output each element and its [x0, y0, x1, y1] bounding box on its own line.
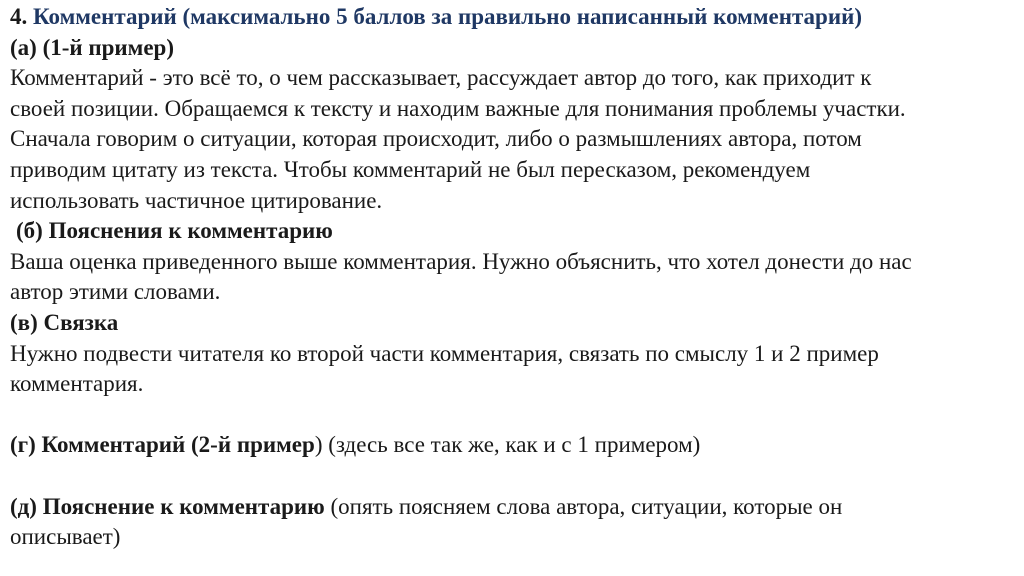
section-a-line: своей позиции. Обращаемся к тексту и находим важные для понимания проблемы участки.: [10, 95, 906, 121]
section-b-line: Ваша оценка приведенного выше комментария. Нужно объяснить, что хотел донести до нас: [10, 248, 912, 274]
section-a-heading: (а) (1-й пример): [10, 34, 175, 60]
section-e-note-continued: описывает): [10, 524, 121, 550]
section-e-row: [10, 492, 1014, 523]
title-number: 4.: [10, 4, 28, 29]
section-c-line: Нужно подвести читателя ко второй части комментария, связать по смыслу 1 и 2 пример: [10, 340, 879, 366]
section-c-line: комментария.: [10, 371, 144, 397]
slide-content: [10, 2, 1014, 553]
title-text: Комментарий (максимально 5 баллов за правильно написанный комментарий): [27, 4, 862, 29]
section-a-line: приводим цитату из текста. Чтобы комментарий не был пересказом, рекомендуем: [10, 156, 811, 182]
section-b-line: автор этими словами.: [10, 279, 221, 305]
spacer: [10, 400, 1014, 431]
section-d-note: ) (здесь все так же, как и с 1 примером): [314, 432, 701, 458]
slide-title: [10, 2, 1014, 33]
section-e-heading: (д) Пояснение к комментарию: [10, 493, 325, 519]
section-a-line: Комментарий - это всё то, о чем рассказывает, рассуждает автор до того, как приходит к: [10, 65, 872, 91]
section-a-line: Сначала говорим о ситуации, которая происходит, либо о размышлениях автора, потом: [10, 126, 862, 152]
section-b-heading: (б) Пояснения к комментарию: [16, 218, 333, 244]
spacer: [10, 461, 1014, 492]
section-d-heading: (г) Комментарий (2-й пример: [10, 432, 315, 458]
section-e-note: (опять поясняем слова автора, ситуации, которые он: [324, 493, 843, 519]
section-a-line: использовать частичное цитирование.: [10, 187, 383, 213]
section-d-row: [10, 430, 1014, 461]
section-c-heading: (в) Связка: [10, 309, 119, 335]
